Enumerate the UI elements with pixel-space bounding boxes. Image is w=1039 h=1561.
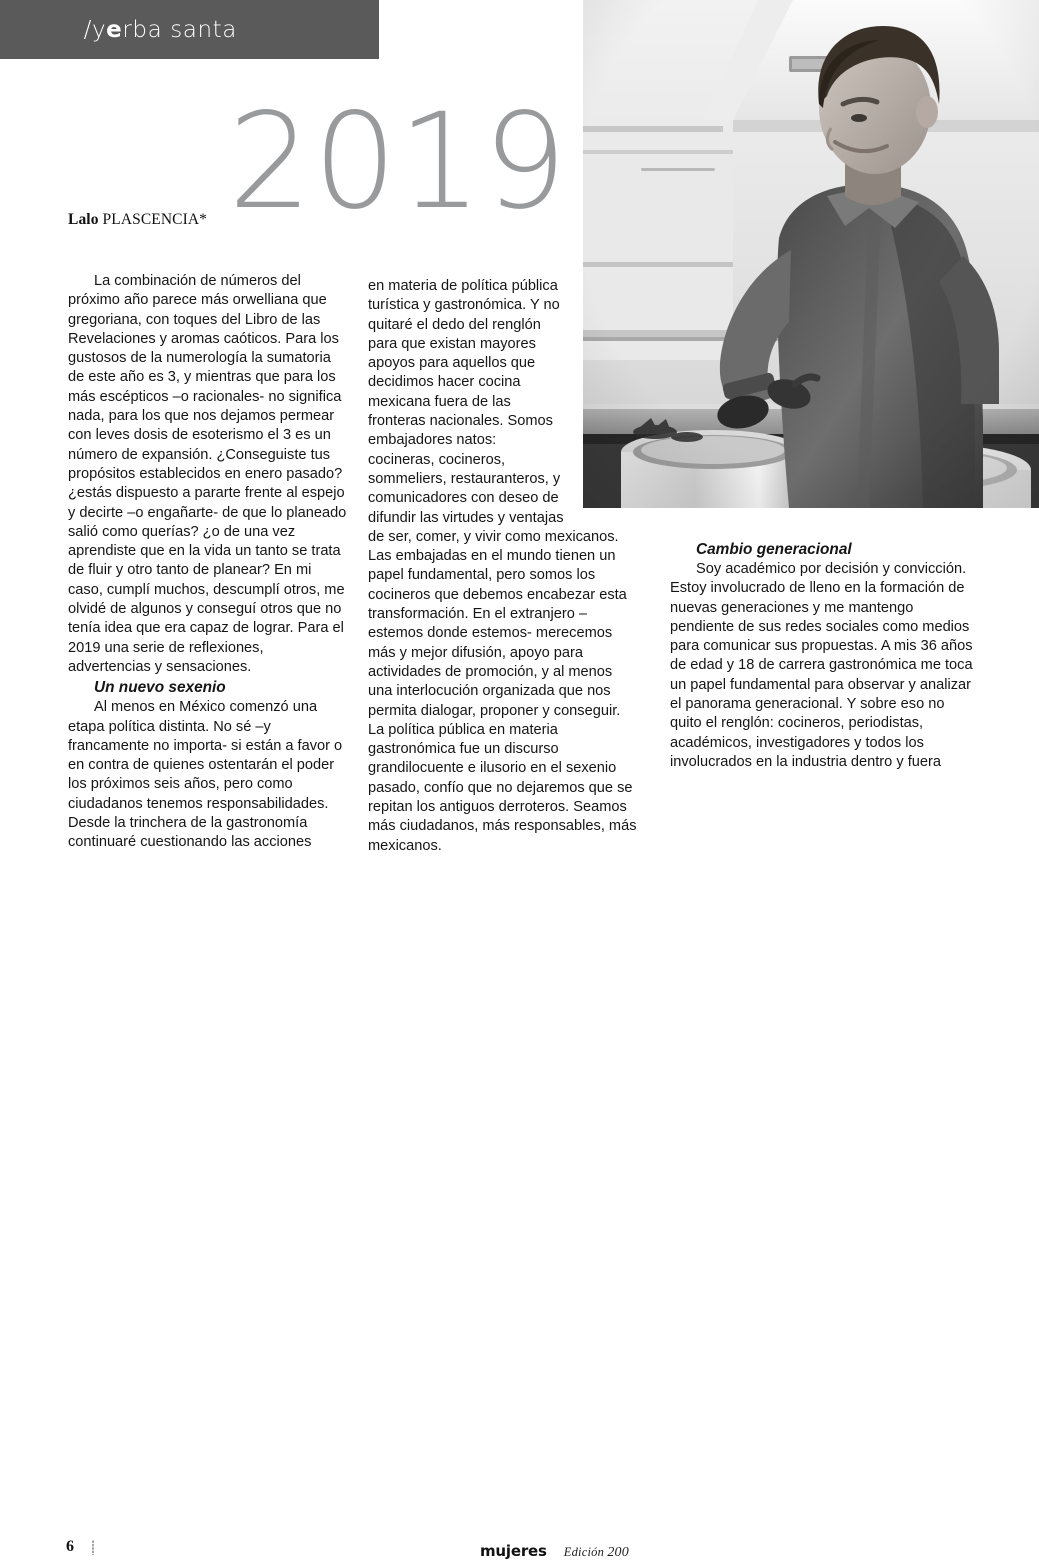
footer-dotted-divider [92, 1540, 94, 1555]
magazine-brand-name: mujeres [480, 1542, 547, 1560]
byline [68, 211, 207, 229]
section-title-accent: e [106, 16, 123, 43]
byline-first-name: Lalo [68, 211, 99, 228]
article-column-3 [670, 539, 980, 772]
hero-photo [583, 0, 1039, 508]
column-1-paragraph-1: La combinación de números del próximo año parece más orwelliana que gregoriana, con toques del Libro de las Revelaciones y aromas caóticos. Para los gustosos de la numerología la sumatoria de este año es 3, y mientras que para los más escépticos –o racionales- no significa nada, para los que nos dejamos permear con leves dosis de esoterismo el 3 es un número de expansión. ¿Conseguiste tus propósitos establecidos en enero pasado? ¿estás dispuesto a pararte frente al espejo y decirte –o engañarte- de que lo planeado salió como querías? ¿o de una vez aprendiste que en la vida un tanto se trata de fluir y otro tanto de planear? En mi caso, cumplí muchos, descumplí otros, me olvidé de algunos y conseguí otros que no tenía idea que era capaz de lograr. Para el 2019 una serie de reflexiones, advertencias y sensaciones. [68, 273, 347, 675]
subheading-cambio-generacional: Cambio generacional [696, 541, 852, 558]
section-header-banner [0, 0, 379, 59]
section-title-prefix: /y [83, 16, 107, 43]
footer-brand [480, 1542, 629, 1561]
column-3-paragraph-1: Soy académico por decisión y convicción. Estoy involucrado de lleno en la formación de nuevas generaciones y me mantengo pendiente de sus redes sociales como medios para comunicar sus propuestas. A mis 36 años de edad y 18 de carrera gastronómica me toca un papel fundamental para observar y analizar el panorama generacional. Y sobre eso no quito el renglón: cocineros, periodistas, académicos, investigadores y todos los involucrados en la industria dentro y fuera [670, 561, 973, 770]
chef-cooking-photo [583, 0, 1039, 508]
year-display: 2019 [228, 85, 568, 239]
edition-label [564, 1545, 629, 1561]
subheading-un-nuevo-sexenio: Un nuevo sexenio [94, 679, 226, 697]
edition-number: 200 [607, 1545, 629, 1560]
edition-word: Edición [563, 1545, 605, 1559]
section-title [84, 17, 237, 43]
column-1-paragraph-2: Al menos en México comenzó una etapa política distinta. No sé –y francamente no importa- si están a favor o en contra de quienes ostentarán el poder los próximos seis años, pero como ciudadanos tenemos responsabilidades. Desde la trinchera de la gastronomía continuaré cuestionando las acciones [68, 699, 343, 851]
photo-text-wrap-spacer [566, 277, 640, 525]
column-2-paragraph-1: en materia de política pública turística y gastronómica. Y no quitaré el dedo del renglón para que existan mayores apoyos para aquellos que decidimos hacer cocina mexicana fuera de las fronteras nacionales. Somos embajadores natos: cocineras, cocineros, sommeliers, restauranteros, y comunicadores con deseo de difundir las virtudes y ventajas de ser, comer, y vivir como mexicanos. Las embajadas en el mundo tienen un papel fundamental, pero somos los cocineros que debemos encabezar esta transformación. En el extranjero –estemos donde estemos- merecemos más y mejor difusión, apoyo para actividades de promoción, y al menos una interlocución organizada que nos permita dialogar, proponer y conseguir. La política pública en materia gastronómica fue un discurso grandilocuente e ilusorio en el sexenio pasado, confío que no dejaremos que se repitan los antiguos derroteros. Seamos más ciudadanos, más responsables, más mexicanos. [368, 278, 637, 854]
byline-last-name: PLASCENCIA* [102, 211, 207, 228]
page-number: 6 [66, 1538, 74, 1555]
section-title-rest: rba santa [122, 16, 237, 43]
